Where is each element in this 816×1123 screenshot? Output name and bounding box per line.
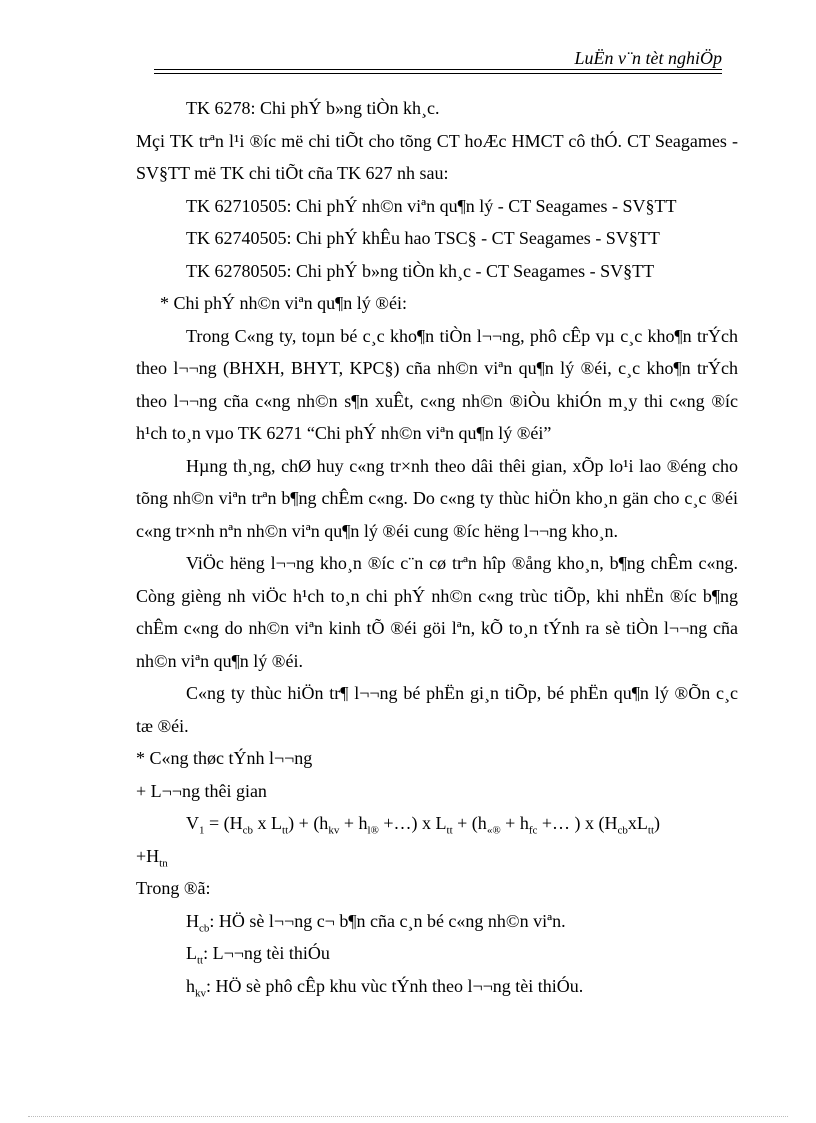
account-line-6278: TK 6278: Chi phÝ b»ng tiÒn kh¸c. (186, 98, 440, 118)
definition-ltt: $L_{tt}$: L¬¬ng tèi thiÓu (186, 943, 330, 967)
paragraph-contract-salary: ViÖc hëng l¬¬ng kho¸n ®íc c¨n cø trªn hîp ®ång kho¸n, b¶ng chÊm c«ng. Còng gièng nh viÖc h¹ch to¸n chi phÝ nh©n c«ng trùc tiÕp, khi nhËn ®íc b¶ng chÊm c«ng do nh©n viªn kinh tÕ ®éi göi lªn, kÕ to¸n tÝnh ra sè tiÒn l¬¬ng cña nh©n viªn qu¶n lý ®éi. (136, 553, 738, 671)
paragraph-monthly-tracking: Hµng th¸ng, chØ huy c«ng tr×nh theo dâi thêi gian, xÕp lo¹i lao ®éng cho tõng nh©n viªn trªn b¶ng chÊm c«ng. Do c«ng ty thùc hiÖn kho¸n gän cho c¸c ®éi c«ng tr×nh nªn nh©n viªn qu¶n lý ®éi cung ®íc hëng l¬¬ng kho¸n. (136, 455, 738, 541)
account-line-62710505: TK 62710505: Chi phÝ nh©n viªn qu¶n lý - CT Seagames - SV§TT (186, 195, 677, 216)
salary-formula-continuation: $+H_{tn}$ (136, 845, 168, 870)
running-header: LuËn v¨n tèt nghiÖp (574, 48, 722, 68)
account-line-62780505: TK 62780505: Chi phÝ b»ng tiÒn kh¸c - CT Seagames - SV§TT (186, 260, 655, 281)
definition-hcb: $H_{cb}$: HÖ sè l¬¬ng c¬ b¶n cña c¸n bé c«ng nh©n viªn. (186, 910, 566, 935)
page-body (136, 92, 738, 1002)
section-heading-management-cost: * Chi phÝ nh©n viªn qu¶n lý ®éi: (160, 293, 407, 313)
page-bottom-border (28, 1116, 788, 1117)
time-salary-heading: + L¬¬ng thêi gian (136, 780, 267, 801)
formula-heading: * C«ng thøc tÝnh l¬¬ng (136, 748, 313, 768)
account-line-62740505: TK 62740505: Chi phÝ khÊu hao TSC§ - CT Seagames - SV§TT (186, 228, 660, 248)
paragraph-salary-accounting: Trong C«ng ty, toµn bé c¸c kho¶n tiÒn l¬¬ng, phô cÊp vµ c¸c kho¶n trÝch theo l¬¬ng (BHXH, BHYT, KPC§) cña nh©n viªn qu¶n lý ®éi, c¸c kho¶n trÝch theo l¬¬ng cña c«ng nh©n s¶n xuÊt, c«ng nh©n ®iÒu khiÓn m¸y thi c«ng ®íc h¹ch to¸n vµo TK 6271 “Chi phÝ nh©n viªn qu¶n lý ®éi” (136, 325, 738, 443)
header-rule-bottom (154, 73, 722, 74)
definition-hkv: $h_{kv}$: HÖ sè phô cÊp khu vùc tÝnh theo l¬¬ng tèi thiÓu. (186, 975, 584, 1000)
header-rule-top (154, 69, 722, 70)
paragraph-tk-detail: Mçi TK trªn l¹i ®íc më chi tiÕt cho tõng CT hoÆc HMCT cô thÓ. CT Seagames - SV§TT më TK chi tiÕt cña TK 627 nh sau: (136, 130, 738, 183)
definitions-heading: Trong ®ã: (136, 878, 211, 898)
salary-formula: $V_1 = (H_{cb}$ x $L_{tt}) + (h_{kv} + h_{l®}$ +…) x $L_{tt} + (h_{«®} + h_{fc}$ +… ) x $(H_{cb}xL_{tt})$ (186, 813, 661, 837)
paragraph-salary-payment: C«ng ty thùc hiÖn tr¶ l¬¬ng bé phËn gi¸n tiÕp, bé phËn qu¶n lý ®Õn c¸c tæ ®éi. (136, 683, 738, 736)
